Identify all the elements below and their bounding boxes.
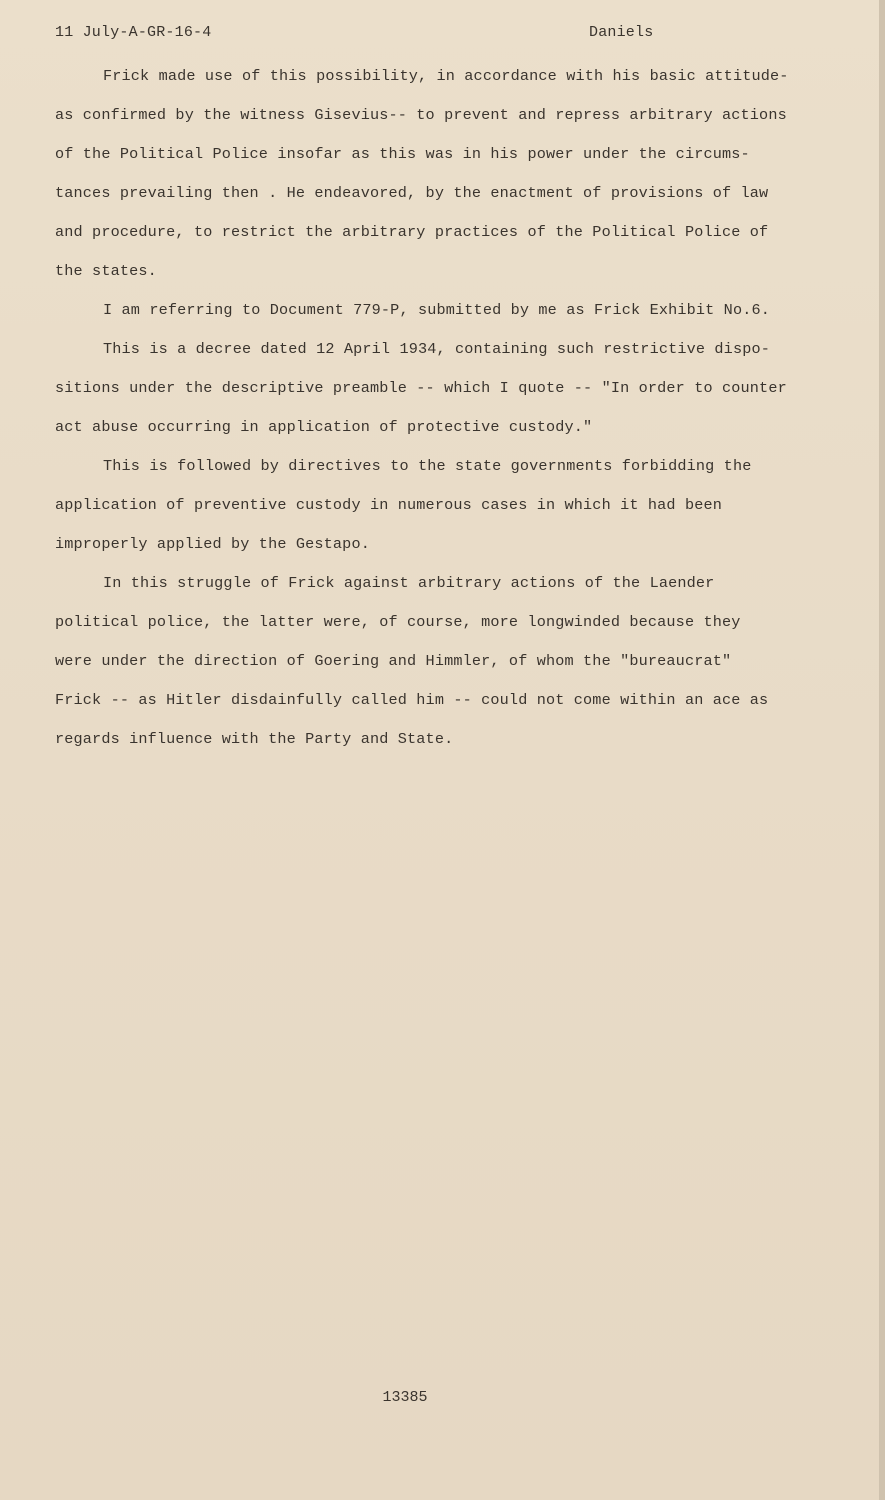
text-line: and procedure, to restrict the arbitrary practices of the Political Police of [55,223,769,241]
document-reference: 11 July-A-GR-16-4 [55,24,212,41]
text-line: application of preventive custody in numerous cases in which it had been [55,496,723,514]
text-line: were under the direction of Goering and Himmler, of whom the "bureaucrat" [55,652,732,670]
text-line: as confirmed by the witness Gisevius-- to prevent and repress arbitrary actions [55,106,787,124]
text-line: In this struggle of Frick against arbitrary actions of the Laender [103,574,715,592]
text-line: sitions under the descriptive preamble -- which I quote -- "In order to counter [55,379,787,397]
text-line: regards influence with the Party and State. [55,730,454,748]
text-line: act abuse occurring in application of protective custody." [55,418,593,436]
text-line: political police, the latter were, of course, more longwinded because they [55,613,741,631]
page-number: 13385 [382,1389,428,1406]
text-line: tances prevailing then . He endeavored, by the enactment of provisions of law [55,184,769,202]
text-line: I am referring to Document 779-P, submitted by me as Frick Exhibit No.6. [103,301,771,319]
text-line: Frick made use of this possibility, in accordance with his basic attitude- [103,67,789,85]
text-line: This is a decree dated 12 April 1934, containing such restrictive dispo- [103,340,771,358]
text-line: of the Political Police insofar as this was in his power under the circums- [55,145,750,163]
speaker-name: Daniels [589,24,654,41]
text-line: improperly applied by the Gestapo. [55,535,370,553]
text-line: Frick -- as Hitler disdainfully called him -- could not come within an ace as [55,691,769,709]
transcript-body [55,57,825,759]
text-line: This is followed by directives to the state governments forbidding the [103,457,752,475]
text-line: the states. [55,262,157,280]
